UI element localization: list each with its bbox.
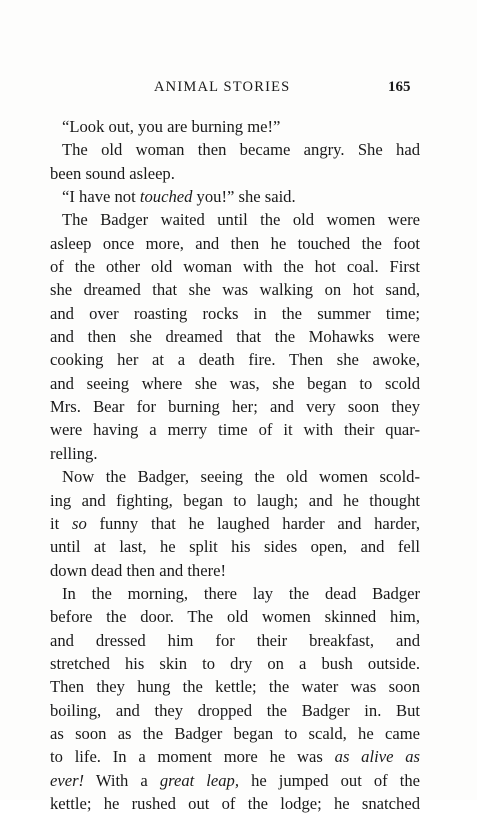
text-line bbox=[50, 535, 420, 558]
text-line bbox=[50, 115, 420, 138]
text-run: ing and fighting, began to laugh; and he thought bbox=[50, 490, 420, 510]
text-run: stretched his skin to dry on a bush outside. bbox=[50, 653, 420, 673]
text-line bbox=[50, 208, 420, 231]
text-run: she dreamed that she was walking on hot sand, bbox=[50, 280, 420, 300]
text-line bbox=[50, 395, 420, 418]
text-line bbox=[50, 675, 420, 698]
body-text bbox=[50, 115, 420, 815]
text-run: before the door. The old women skinned him, bbox=[50, 607, 420, 627]
text-run: funny that he laughed harder and harder, bbox=[86, 513, 420, 533]
running-head bbox=[0, 79, 477, 99]
italic-text: touched bbox=[139, 187, 193, 207]
text-line bbox=[50, 138, 420, 161]
text-line bbox=[50, 418, 420, 441]
text-run: Mrs. Bear for burning her; and very soon they bbox=[50, 397, 420, 417]
text-run: to life. In a moment more he was bbox=[50, 747, 335, 767]
text-line bbox=[50, 722, 420, 745]
text-run: and dressed him for their breakfast, and bbox=[50, 630, 420, 650]
text-run: kettle; he rushed out of the lodge; he snatched bbox=[50, 793, 420, 813]
text-run: were having a merry time of it with their quar- bbox=[50, 420, 420, 440]
text-run: “I have not bbox=[62, 187, 140, 207]
text-line bbox=[50, 792, 420, 815]
text-run: In the morning, there lay the dead Badger bbox=[62, 583, 420, 603]
text-run: down dead then and there! bbox=[50, 560, 227, 580]
text-line bbox=[50, 745, 420, 768]
text-run: With a bbox=[84, 770, 160, 790]
text-line bbox=[50, 348, 420, 371]
text-run: it bbox=[50, 513, 72, 533]
text-line bbox=[50, 442, 420, 465]
text-line bbox=[50, 489, 420, 512]
text-run: asleep once more, and then he touched the foot bbox=[50, 233, 420, 253]
text-line bbox=[50, 278, 420, 301]
text-line bbox=[50, 512, 420, 535]
text-run: he jumped out of the bbox=[239, 770, 420, 790]
text-run: The old woman then became angry. She had bbox=[62, 140, 420, 160]
text-line bbox=[50, 699, 420, 722]
text-line bbox=[50, 162, 420, 185]
italic-text: great leap, bbox=[159, 770, 240, 790]
italic-text: so bbox=[71, 513, 87, 533]
text-line bbox=[50, 325, 420, 348]
text-run: Then they hung the kettle; the water was soon bbox=[50, 677, 420, 697]
text-run: relling. bbox=[50, 443, 98, 463]
text-run: and over roasting rocks in the summer time; bbox=[50, 303, 420, 323]
text-line bbox=[50, 582, 420, 605]
text-line bbox=[50, 372, 420, 395]
italic-text: ever! bbox=[50, 770, 85, 790]
text-run: and seeing where she was, she began to scold bbox=[50, 373, 420, 393]
text-line bbox=[50, 769, 420, 792]
text-run: “Look out, you are burning me!” bbox=[62, 117, 281, 136]
text-run: cooking her at a death fire. Then she awoke, bbox=[50, 350, 420, 370]
text-run: The Badger waited until the old women were bbox=[62, 210, 420, 230]
text-run: Now the Badger, seeing the old women scold- bbox=[62, 467, 420, 487]
text-line bbox=[50, 559, 420, 582]
text-line bbox=[50, 255, 420, 278]
text-line bbox=[50, 652, 420, 675]
running-title: ANIMAL STORIES bbox=[154, 79, 291, 95]
text-line bbox=[50, 232, 420, 255]
text-run: until at last, he split his sides open, and fell bbox=[50, 537, 420, 557]
page-number: 165 bbox=[388, 79, 411, 95]
italic-text: as alive as bbox=[334, 747, 420, 767]
text-run: of the other old woman with the hot coal. First bbox=[50, 257, 420, 277]
text-run: you!” she said. bbox=[192, 187, 296, 207]
text-line bbox=[50, 465, 420, 488]
text-run: and then she dreamed that the Mohawks were bbox=[50, 327, 420, 347]
text-run: been sound asleep. bbox=[50, 163, 175, 183]
text-run: boiling, and they dropped the Badger in. But bbox=[50, 700, 420, 720]
text-line bbox=[50, 185, 420, 208]
text-line bbox=[50, 302, 420, 325]
text-run: as soon as the Badger began to scald, he came bbox=[50, 723, 420, 743]
text-line bbox=[50, 629, 420, 652]
text-line bbox=[50, 605, 420, 628]
